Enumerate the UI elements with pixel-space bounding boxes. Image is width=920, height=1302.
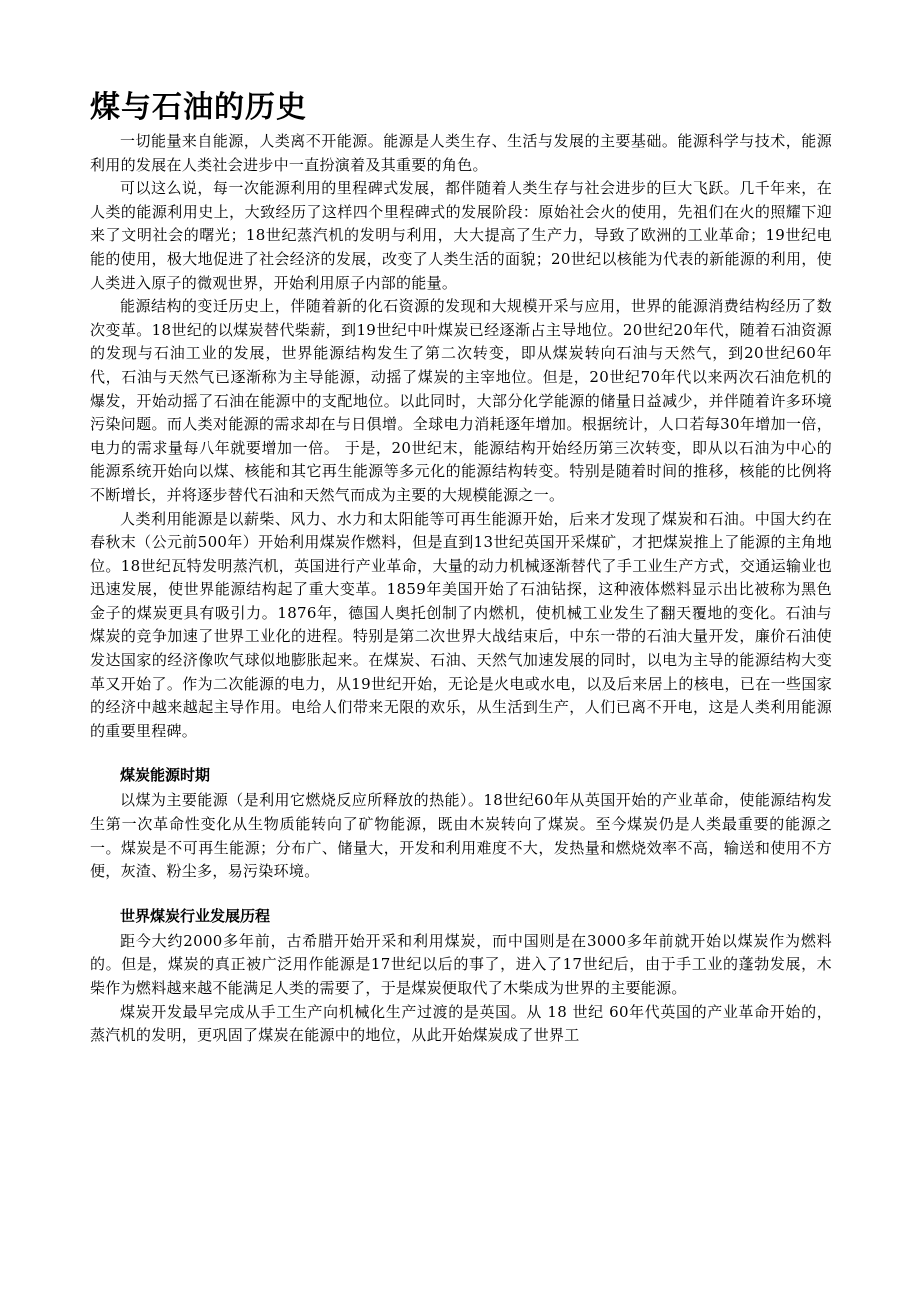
paragraph-coal-industry-britain: 煤炭开发最早完成从手工生产向机械化生产过渡的是英国。从 18 世纪 60年代英国的产业革命开始的，蒸汽机的发明，更巩固了煤炭在能源中的地位，从此开始煤炭成了世界工 [90, 1002, 832, 1045]
document-title: 煤与石油的历史 [90, 90, 307, 125]
section-heading-coal-era: 煤炭能源时期 [120, 766, 211, 785]
paragraph-intro: 一切能量来自能源，人类离不开能源。能源是人类生存、生活与发展的主要基础。能源科学与技术，能源利用的发展在人类社会进步中一直扮演着及其重要的角色。 [90, 132, 832, 174]
paragraph-milestones: 可以这么说，每一次能源利用的里程碑式发展，都伴随着人类生存与社会进步的巨大飞跃。几千年来，在人类的能源利用史上，大致经历了这样四个里程碑式的发展阶段：原始社会火的使用，先祖们在火的照耀下迎来了文明社会的曙光；18世纪蒸汽机的发明与利用，大大提高了生产力，导致了欧洲的工业革命；19世纪电能的使用，极大地促进了社会经济的发展，改变了人类生活的面貌；20世纪以核能为代表的新能源的利用，使人类进入原子的微观世界，开始利用原子内部的能量。 [90, 179, 832, 292]
paragraph-energy-history: 人类利用能源是以薪柴、风力、水力和太阳能等可再生能源开始，后来才发现了煤炭和石油。中国大约在春秋末（公元前500年）开始利用煤炭作燃料，但是直到13世纪英国开采煤矿，才把煤炭推上了能源的主角地位。18世纪瓦特发明蒸汽机，英国进行产业革命，大量的动力机械逐渐替代了手工业生产方式，交通运输业也迅速发展，使世界能源结构起了重大变革。1859年美国开始了石油钻探，这种液体燃料显示出比被称为黑色金子的煤炭更具有吸引力。1876年，德国人奥托创制了内燃机，使机械工业发生了翻天覆地的变化。石油与煤炭的竞争加速了世界工业化的进程。特别是第二次世界大战结束后，中东一带的石油大量开发，廉价石油使发达国家的经济像吹气球似地膨胀起来。在煤炭、石油、天然气加速发展的同时，以电为主导的能源结构大变革又开始了。作为二次能源的电力，从19世纪开始，无论是火电或水电，以及后来居上的核电，已在一些国家的经济中越来越起主导作用。电给人们带来无限的欢乐，从生活到生产，人们已离不开电，这是人类利用能源的重要里程碑。 [90, 509, 832, 740]
document-page [90, 86, 832, 1048]
paragraph-coal-industry-origin: 距今大约2000多年前，古希腊开始开采和利用煤炭，而中国则是在3000多年前就开始以煤炭作为燃料的。但是，煤炭的真正被广泛用作能源是17世纪以后的事了，进入了17世纪后，由于手工业的蓬勃发展，木柴作为燃料越来越不能满足人类的需要了，于是煤炭便取代了木柴成为世界的主要能源。 [90, 931, 832, 997]
section-heading-coal-industry: 世界煤炭行业发展历程 [120, 906, 271, 925]
paragraph-coal-era: 以煤为主要能源（是利用它燃烧反应所释放的热能）。18世纪60年从英国开始的产业革命，使能源结构发生第一次革命性变化从生物质能转向了矿物能源，既由木炭转向了煤炭。至今煤炭仍是人类最重要的能源之一。煤炭是不可再生能源；分布广、储量大，开发和利用难度不大，发热量和燃烧效率不高，输送和使用不方便，灰渣、粉尘多，易污染环境。 [90, 791, 832, 881]
paragraph-energy-structure: 能源结构的变迁历史上，伴随着新的化石资源的发现和大规模开采与应用，世界的能源消费结构经历了数次变革。18世纪的以煤炭替代柴薪，到19世纪中叶煤炭已经逐渐占主导地位。20世纪20年代，随着石油资源的发现与石油工业的发展，世界能源结构发生了第二次转变，即从煤炭转向石油与天然气，到20世纪60年代，石油与天然气已逐渐称为主导能源，动摇了煤炭的主宰地位。但是，20世纪70年代以来两次石油危机的爆发，开始动摇了石油在能源中的支配地位。以此同时，大部分化学能源的储量日益减少，并伴随着许多环境污染问题。而人类对能源的需求却在与日俱增。全球电力消耗逐年增加。根据统计，人口若每30年增加一倍，电力的需求量每八年就要增加一倍。 于是，20世纪末，能源结构开始经历第三次转变，即从以石油为中心的能源系统开始向以煤、核能和其它再生能源等多元化的能源结构转变。特别是随着时间的推移，核能的比例将不断增长，并将逐步替代石油和天然气而成为主要的大规模能源之一。 [90, 297, 832, 504]
